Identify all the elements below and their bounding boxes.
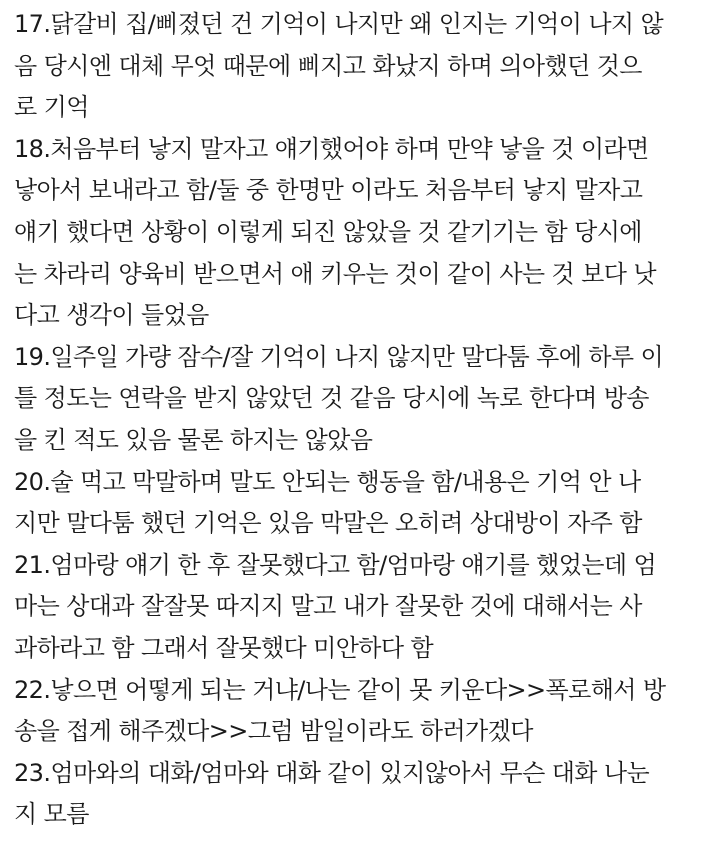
text-line: 마는 상대과 잘잘못 따지지 말고 내가 잘못한 것에 대해서는 사 xyxy=(14,592,642,621)
text-line: 틀 정도는 연락을 받지 않았던 것 같음 당시에 녹로 한다며 방송 xyxy=(14,384,649,413)
text-line: 19.일주일 가량 잠수/잘 기억이 나지 않지만 말다툼 후에 하루 이 xyxy=(14,342,664,371)
text-line: 을 킨 적도 있음 물론 하지는 않았음 xyxy=(14,425,373,454)
text-line: 는 차라리 양육비 받으면서 애 키우는 것이 같이 사는 것 보다 낫 xyxy=(14,259,656,288)
text-line: 21.엄마랑 얘기 한 후 잘못했다고 함/엄마랑 얘기를 했었는데 엄 xyxy=(14,550,657,579)
text-line: 20.술 먹고 막말하며 말도 안되는 행동을 함/내용은 기억 안 나 xyxy=(14,467,641,496)
text-line: 얘기 했다면 상황이 이렇게 되진 않았을 것 같기기는 함 당시에 xyxy=(14,217,642,246)
text-line: 음 당시엔 대체 무엇 때문에 삐지고 화났지 하며 의아했던 것으 xyxy=(14,51,642,80)
text-line: 송을 접게 해주겠다>>그럼 밤일이라도 하러가겠다 xyxy=(14,717,533,746)
text-line: 다고 생각이 들었음 xyxy=(14,301,209,330)
text-line: 17.닭갈비 집/삐졌던 건 기억이 나지만 왜 인지는 기억이 나지 않 xyxy=(14,10,664,38)
text-line: 낳아서 보내라고 함/둘 중 한명만 이라도 처음부터 낳지 말자고 xyxy=(14,176,643,205)
text-line: 과하라고 함 그래서 잘못했다 미안하다 함 xyxy=(14,633,434,662)
text-line: 18.처음부터 낳지 말자고 얘기했어야 하며 만약 낳을 것 이라면 xyxy=(14,134,649,163)
text-line: 로 기억 xyxy=(14,93,89,122)
text-line: 지 모름 xyxy=(14,800,89,829)
text-line: 22.낳으면 어떻게 되는 거냐/나는 같이 못 키운다>>폭로해서 방 xyxy=(14,675,666,704)
text-line: 지만 말다툼 했던 기억은 있음 막말은 오히려 상대방이 자주 함 xyxy=(14,509,642,538)
text-line: 23.엄마와의 대화/엄마와 대화 같이 있지않아서 무슨 대화 나눈 xyxy=(14,758,650,787)
